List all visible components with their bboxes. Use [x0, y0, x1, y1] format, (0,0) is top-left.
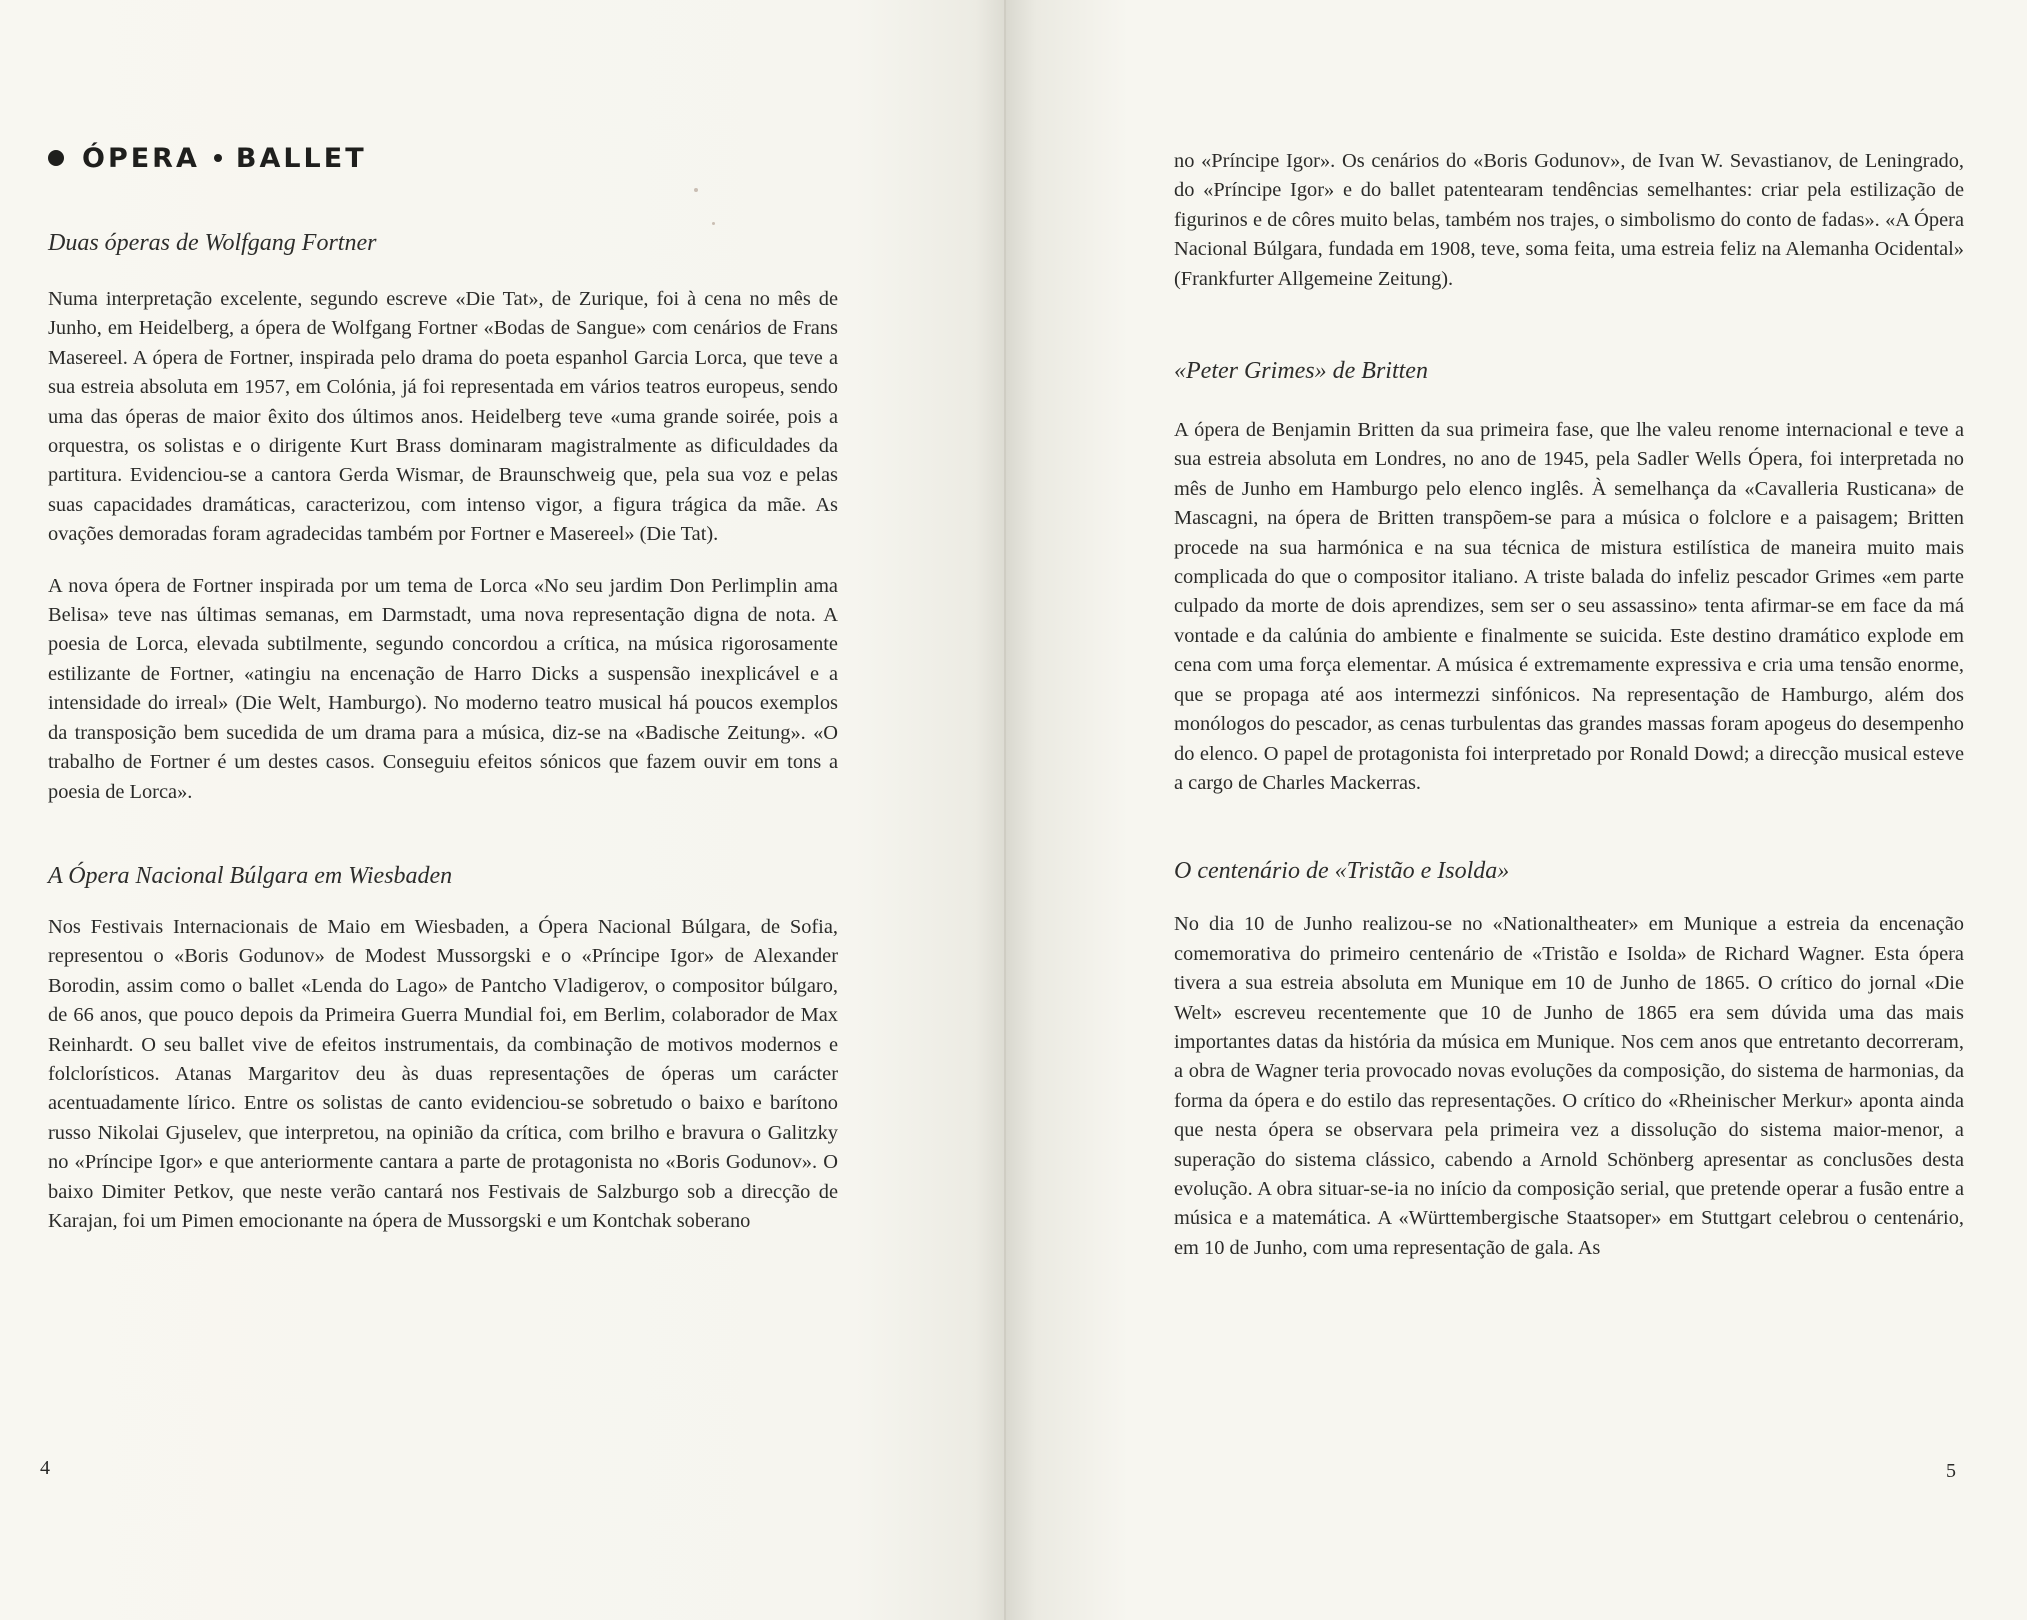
- right-page: [1006, 0, 2027, 1620]
- article-title-tristan-centenary: O centenário de «Tristão e Isolda»: [1174, 858, 1510, 885]
- left-page-content: [48, 130, 838, 1236]
- article-title-fortner: Duas óperas de Wolfgang Fortner: [48, 230, 377, 256]
- article-title-bulgarian-opera: A Ópera Nacional Búlgara em Wiesbaden: [48, 862, 453, 889]
- continued-paragraph: no «Príncipe Igor». Os cenários do «Boris Godunov», de Ivan W. Sevastianov, de Leningrado, do «Príncipe Igor» e do ballet patentearam tendências semelhantes: criar pela estilização de figurinos e de côres muito belas, também nos trajes, o simbolismo do conto de fadas». «A Ópera Nacional Búlgara, fundada em 1908, teve, soma feita, uma estreia feliz na Alemanha Ocidental» (Frankfurter Allgemeine Zeitung).: [1174, 150, 1964, 290]
- section-header: [48, 138, 838, 178]
- section-header-ballet: BALLET: [235, 142, 367, 174]
- separator-dot-icon: [214, 154, 222, 162]
- article-title-peter-grimes: «Peter Grimes» de Britten: [1174, 358, 1428, 385]
- page-number-right: 5: [1946, 1460, 1956, 1482]
- article-paragraph: No dia 10 de Junho realizou-se no «Nationaltheater» em Munique a estreia da encenação comemorativa do primeiro centenário de «Tristão e Isolda» de Richard Wagner. Esta ópera tivera a sua estreia absoluta em Munique em 10 de Junho de 1865. O crítico do jornal «Die Welt» escreveu recentemente que 10 de Junho de 1865 era sem dúvida uma das mais importantes datas da história da música em Munique. Nos cem anos que entretanto decorreram, a obra de Wagner teria provocado novas evoluções da composição, do sistema de harmonias, da forma da ópera e do estilo das representações. O crítico do «Rheinischer Merkur» aponta ainda que nesta ópera se observara pela primeira vez a dissolução do sistema maior-menor, a superação do sistema clássico, cabendo a Arnold Schönberg apresentar as conclusões desta evolução. A obra situar-se-ia no início da composição serial, que pretende operar a fusão entre a música e a matemática. A «Württembergische Staatsoper» em Stuttgart celebrou o centenário, em 10 de Junho, com uma representação de gala. As: [1174, 913, 1964, 1259]
- right-page-content: [1174, 147, 1964, 1263]
- page-number-left: 4: [40, 1457, 50, 1479]
- article-paragraph: A nova ópera de Fortner inspirada por um tema de Lorca «No seu jardim Don Perlimplin ama Belisa» teve nas últimas semanas, em Darmstadt, uma nova representação digna de nota. A poesia de Lorca, elevada subtilmente, segundo concordou a crítica, na música rigorosamente estilizante de Fortner, «atingiu na encenação de Harro Dicks a suspensão inexplicável e a intensidade do irreal» (Die Welt, Hamburgo). No moderno teatro musical há poucos exemplos da transposição bem sucedida de um drama para a música, diz-se na «Badische Zeitung». «O trabalho de Fortner é um destes casos. Conseguiu efeitos sónicos que fazem ouvir em tons a poesia de Lorca».: [48, 574, 838, 803]
- paper-speck: [694, 188, 698, 192]
- left-page: [0, 0, 1006, 1620]
- article-paragraph: Nos Festivais Internacionais de Maio em Wiesbaden, a Ópera Nacional Búlgara, de Sofia, representou o «Boris Godunov» de Modest Mussorgski e o «Príncipe Igor» de Alexander Borodin, assim como o ballet «Lenda do Lago» de Pantcho Vladigerov, o compositor búlgaro, de 66 anos, que pouco depois da Primeira Guerra Mundial foi, em Berlim, colaborador de Max Reinhardt. O seu ballet vive de efeitos instrumentais, da combinação de motivos modernos e folclorísticos. Atanas Margaritov deu às duas representações de óperas um carácter acentuadamente lírico. Entre os solistas de canto evidenciou-se sobretudo o baixo e barítono russo Nikolai Gjuselev, que interpretou, na opinião da crítica, com brilho e bravura o Galitzky no «Príncipe Igor» e que anteriormente cantara a parte de protagonista no «Boris Godunov». O baixo Dimiter Petkov, que neste verão cantará nos Festivais de Salzburgo sob a direcção de Karajan, foi um Pimen emocionante na ópera de Mussorgski e um Kontchak soberano: [48, 915, 838, 1232]
- article-paragraph: Numa interpretação excelente, segundo escreve «Die Tat», de Zurique, foi à cena no mês de Junho, em Heidelberg, a ópera de Wolfgang Fortner «Bodas de Sangue» com cenários de Frans Masereel. A ópera de Fortner, inspirada pelo drama do poeta espanhol Garcia Lorca, que teve a sua estreia absoluta em 1957, em Colónia, já foi representada em vários teatros europeus, sendo uma das óperas de maior êxito dos últimos anos. Heidelberg teve «uma grande soirée, pois a orquestra, os solistas e o dirigente Kurt Brass dominaram magistralmente as dificuldades da partitura. Evidenciou-se a cantora Gerda Wismar, de Braunschweig que, pela sua voz e pelas suas capacidades dramáticas, caracterizou, com intenso vigor, a figura trágica da mãe. As ovações demoradas foram agradecidas também por Fortner e Masereel» (Die Tat).: [48, 288, 838, 546]
- article-paragraph: A ópera de Benjamin Britten da sua primeira fase, que lhe valeu renome internacional e teve a sua estreia absoluta em Londres, no ano de 1945, pela Sadler Wells Ópera, foi interpretada no mês de Junho em Hamburgo pelo elenco inglês. À semelhança da «Cavalleria Rusticana» de Mascagni, na ópera de Britten transpõem-se para a música o folclore e a paisagem; Britten procede na sua harmónica e na sua técnica de mistura estilística de maneira muito mais complicada do que o compositor italiano. A triste balada do infeliz pescador Grimes «em parte culpado da morte de dois aprendizes, sem ser o seu assassino» tenta afirmar-se em face da má vontade e da calúnia do ambiente e finalmente se suicida. Este destino dramático explode em cena com uma força elementar. A música é extremamente expressiva e cria uma tensão enorme, que se propaga até aos intermezzi sinfónicos. Na representação de Hamburgo, além dos monólogos do pescador, as cenas turbulentas das grandes massas foram apogeus do desempenho do elenco. O papel de protagonista foi interpretado por Ronald Dowd; a direcção musical esteve a cargo de Charles Mackerras.: [1174, 419, 1964, 794]
- paper-speck: [712, 222, 715, 225]
- bullet-icon: [48, 150, 64, 166]
- section-header-opera: ÓPERA: [82, 142, 200, 174]
